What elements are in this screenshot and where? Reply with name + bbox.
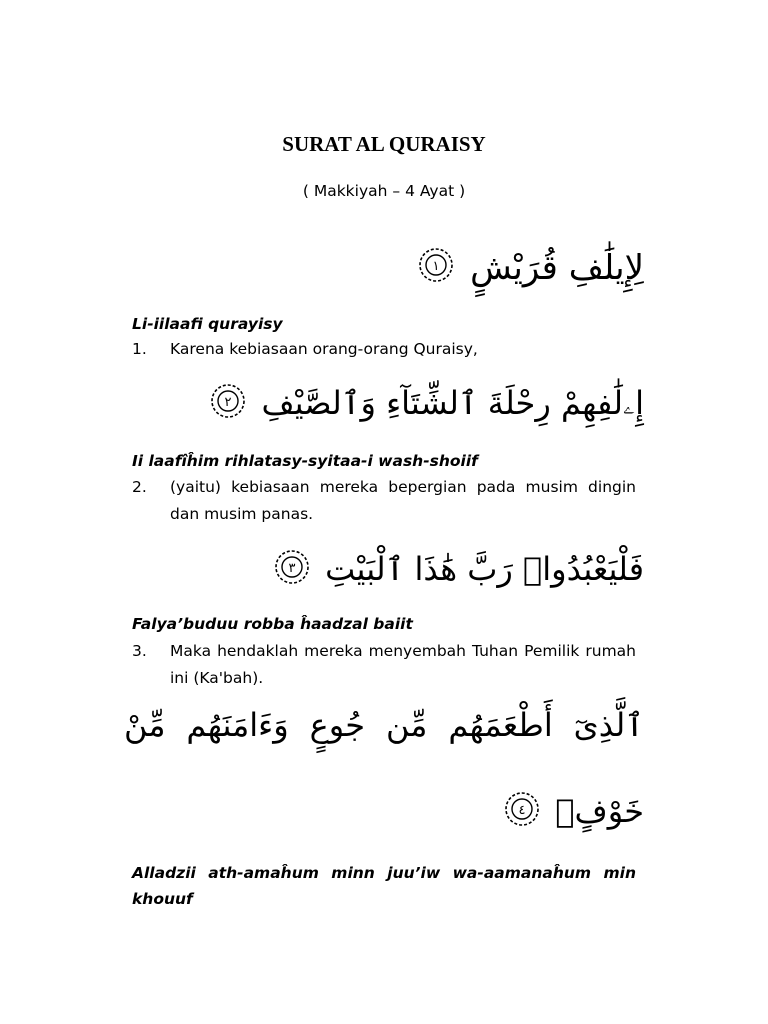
item-number: 2. (132, 478, 147, 496)
item-number: 3. (132, 642, 147, 660)
page-title: SURAT AL QURAISY (282, 132, 486, 156)
translation-text: Karena kebiasaan orang-orang Quraisy, (170, 340, 478, 358)
arabic-verse-2 (205, 382, 644, 428)
translation-item-3 (132, 638, 636, 692)
arabic-text: إِۦلَٰفِهِمْ رِحْلَةَ ٱلشِّتَآءِ وَٱلصَّيْفِ (261, 384, 644, 422)
translation-item-1 (132, 336, 636, 363)
page-subtitle: ( Makkiyah – 4 Ayat ) (302, 182, 466, 200)
ayah-marker-icon (273, 548, 311, 594)
arabic-verse-1 (413, 246, 644, 293)
ayah-number: ٢ (224, 395, 232, 410)
item-number: 1. (132, 340, 147, 358)
translation-text: (yaitu) kebiasaan mereka bepergian pada musim dingin dan musim panas. (170, 478, 636, 523)
ayah-number: ١ (432, 259, 440, 274)
arabic-verse-4-line-2 (499, 790, 644, 836)
ayah-marker-icon (209, 382, 247, 428)
ayah-number: ٤ (518, 803, 526, 818)
arabic-verse-4-line-1: ٱلَّذِىٓ أَطْعَمَهُم مِّن جُوعٍ وَءَامَنَهُم مِّنْ (124, 706, 644, 744)
ayah-marker-icon (503, 790, 541, 836)
arabic-text: فَلْيَعْبُدُوا۟ رَبَّ هَٰذَا ٱلْبَيْتِ (325, 550, 644, 588)
transliteration-1: Li-iilaafi qurayisy (132, 315, 283, 333)
ayah-number: ٣ (288, 561, 296, 576)
arabic-text: لِإِيلَٰفِ قُرَيْشٍ (470, 248, 644, 288)
arabic-verse-3 (269, 548, 644, 594)
transliteration-4: Alladzii ath-amaĥum minn juu’iw wa-aamanaĥum min khouuf (132, 864, 636, 908)
translation-text: Maka hendaklah mereka menyembah Tuhan Pemilik rumah ini (Ka'bah). (170, 642, 636, 687)
arabic-text: خَوْفٍۭ (555, 792, 644, 830)
translation-item-2 (132, 474, 636, 528)
ayah-marker-icon (417, 246, 455, 293)
transliteration-3: Falya’buduu robba ĥaadzal baiit (132, 615, 413, 633)
transliteration-2: Ii laafîĥim rihlatasy-syitaa-i wash-shoiif (132, 452, 478, 470)
